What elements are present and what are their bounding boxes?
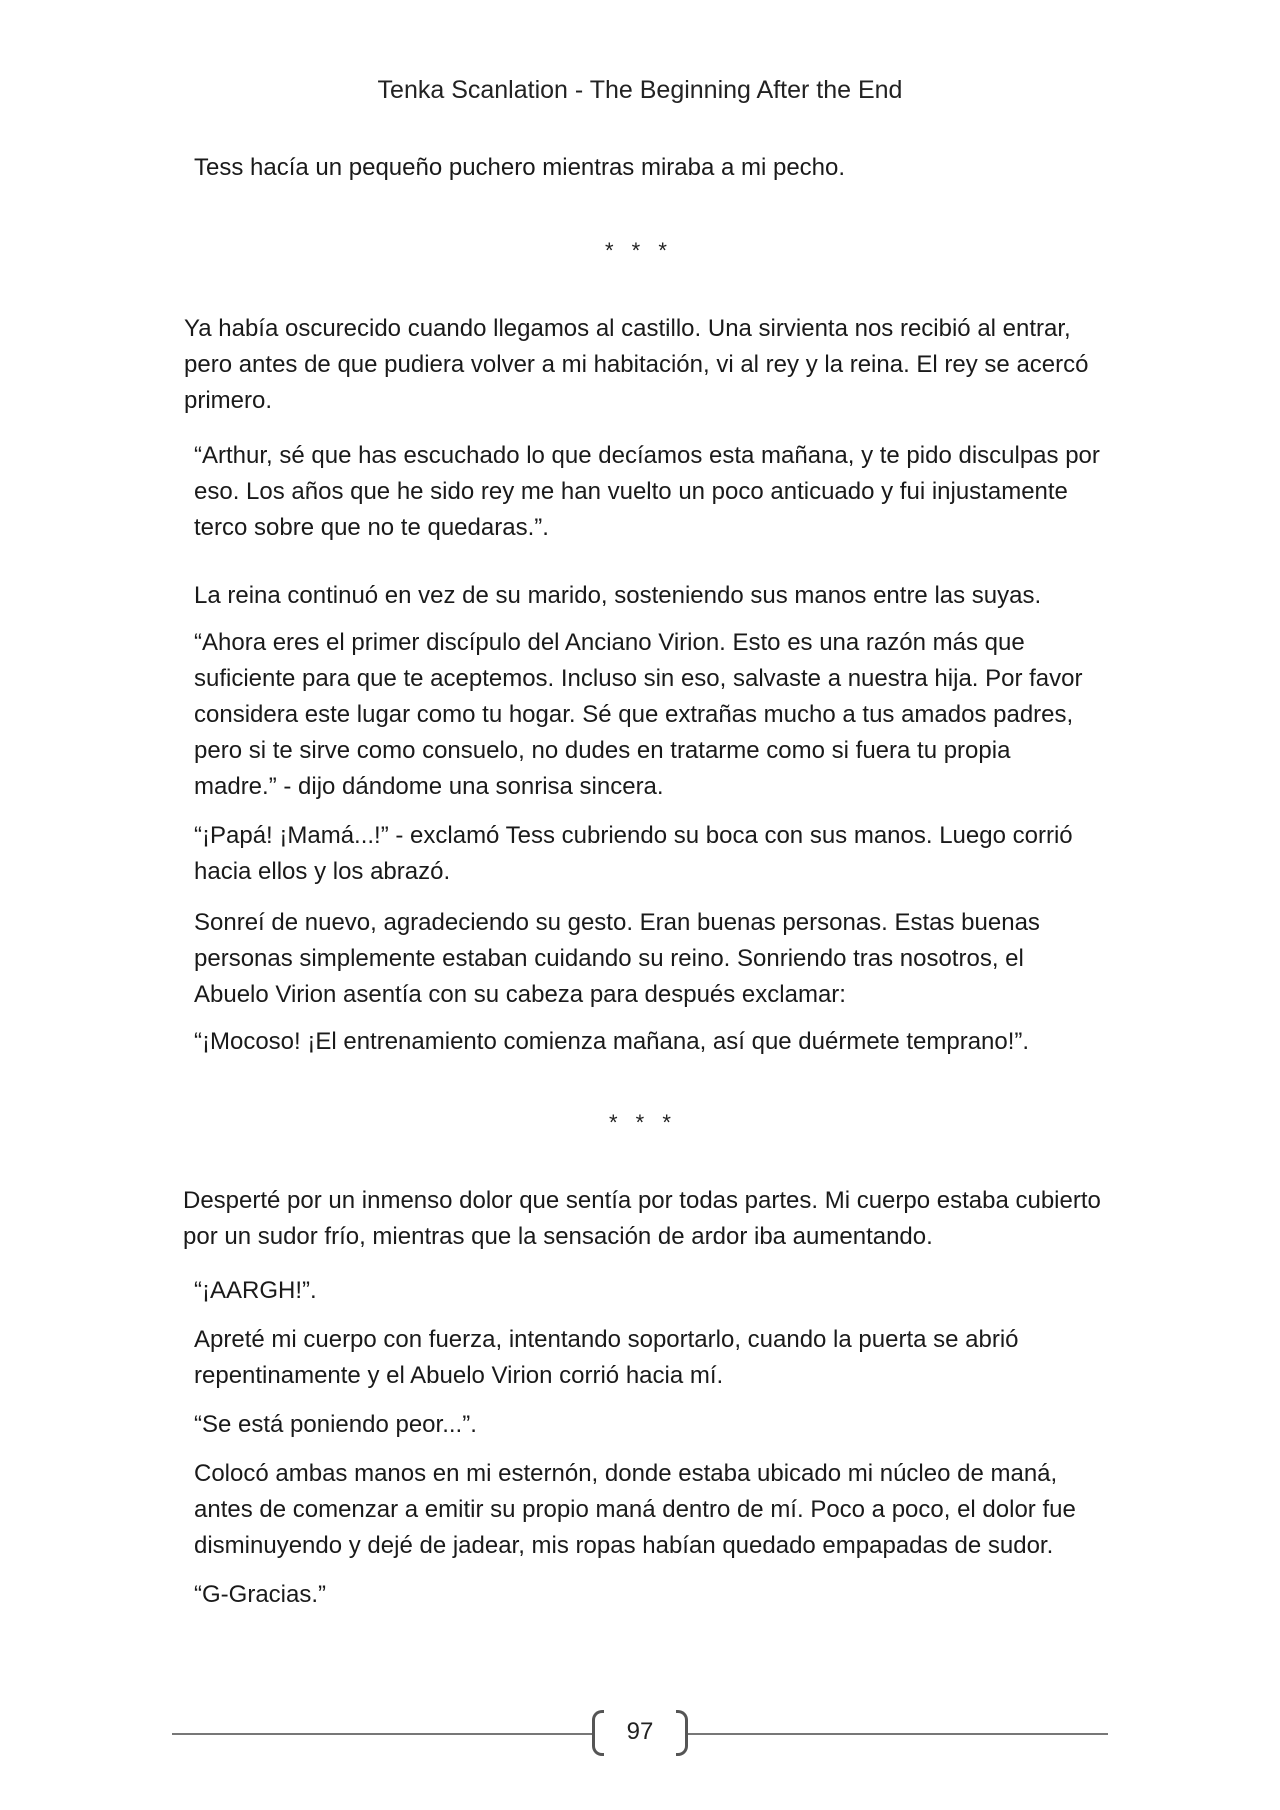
paragraph-line: Sonreí de nuevo, agradeciendo su gesto. Eran buenas personas. Estas buenas (194, 909, 1040, 936)
paragraph-line: Abuelo Virion asentía con su cabeza para después exclamar: (194, 981, 846, 1008)
paragraph-line: “Se está poniendo peor...”. (194, 1411, 477, 1438)
paragraph-line: pero antes de que pudiera volver a mi habitación, vi al rey y la reina. El rey se acercó (184, 351, 1089, 378)
paragraph-line: “G-Gracias.” (194, 1581, 326, 1608)
paragraph-line: “¡AARGH!”. (194, 1277, 317, 1304)
paragraph-line: “Arthur, sé que has escuchado lo que decíamos esta mañana, y te pido disculpas por (194, 442, 1100, 469)
paragraph-line: Tess hacía un pequeño puchero mientras miraba a mi pecho. (194, 154, 846, 181)
paragraph-line: Colocó ambas manos en mi esternón, donde estaba ubicado mi núcleo de maná, (194, 1460, 1058, 1487)
footer-rule-left (172, 1733, 592, 1735)
paragraph-line: “¡Papá! ¡Mamá...!” - exclamó Tess cubriendo su boca con sus manos. Luego corrió (194, 822, 1073, 849)
paragraph-line: La reina continuó en vez de su marido, sosteniendo sus manos entre las suyas. (194, 582, 1042, 609)
scene-separator: * * * (609, 1110, 677, 1135)
paragraph-line: primero. (184, 387, 273, 414)
paragraph-line: considera este lugar como tu hogar. Sé que extrañas mucho a tus amados padres, (194, 701, 1074, 728)
paragraph-line: terco sobre que no te quedaras.”. (194, 514, 549, 541)
footer-rule-right (688, 1733, 1108, 1735)
paragraph-line: antes de comenzar a emitir su propio maná dentro de mí. Poco a poco, el dolor fue (194, 1496, 1076, 1523)
paragraph-line: suficiente para que te aceptemos. Incluso sin eso, salvaste a nuestra hija. Por favor (194, 665, 1083, 692)
scene-separator: * * * (605, 238, 673, 263)
paragraph-line: por un sudor frío, mientras que la sensación de ardor iba aumentando. (183, 1223, 933, 1250)
running-header: Tenka Scanlation - The Beginning After the End (377, 76, 903, 104)
paragraph-line: “Ahora eres el primer discípulo del Anciano Virion. Esto es una razón más que (194, 629, 1025, 656)
paragraph-line: madre.” - dijo dándome una sonrisa sincera. (194, 773, 664, 800)
paragraph-line: personas simplemente estaban cuidando su reino. Sonriendo tras nosotros, el (194, 945, 1024, 972)
right-bracket-icon (676, 1710, 688, 1756)
paragraph-line: Desperté por un inmenso dolor que sentía por todas partes. Mi cuerpo estaba cubierto (183, 1187, 1101, 1214)
paragraph-line: Ya había oscurecido cuando llegamos al castillo. Una sirvienta nos recibió al entrar, (184, 315, 1071, 342)
paragraph-line: “¡Mocoso! ¡El entrenamiento comienza mañana, así que duérmete temprano!”. (194, 1028, 1030, 1055)
paragraph-line: disminuyendo y dejé de jadear, mis ropas habían quedado empapadas de sudor. (194, 1532, 1054, 1559)
paragraph-line: hacia ellos y los abrazó. (194, 858, 451, 885)
paragraph-line: eso. Los años que he sido rey me han vuelto un poco anticuado y fui injustamente (194, 478, 1068, 505)
page-number: 97 (626, 1718, 654, 1745)
paragraph-line: repentinamente y el Abuelo Virion corrió hacia mí. (194, 1362, 724, 1389)
left-bracket-icon (592, 1710, 604, 1756)
paragraph-line: Apreté mi cuerpo con fuerza, intentando soportarlo, cuando la puerta se abrió (194, 1326, 1019, 1353)
paragraph-line: pero si te sirve como consuelo, no dudes en tratarme como si fuera tu propia (194, 737, 1011, 764)
